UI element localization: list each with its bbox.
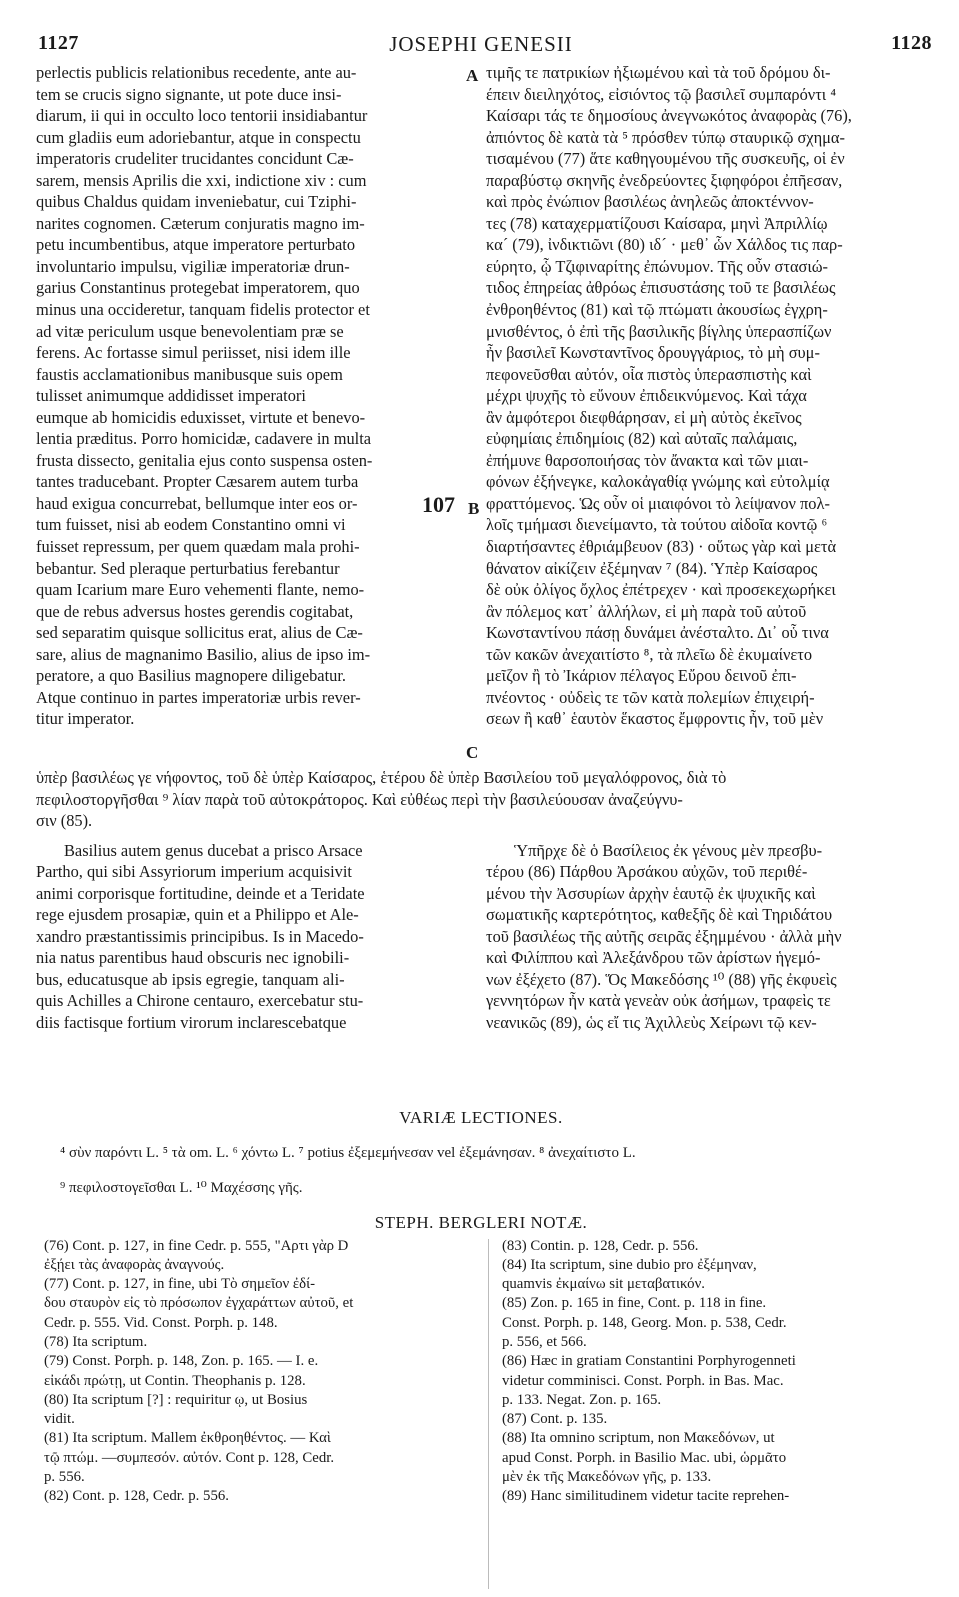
greek-text-line: μνισθέντος, ὁ ἐπὶ τῆς βασιλικῆς βίγλης ὑπερασπίζων xyxy=(486,321,832,341)
latin-text-line: cum gladiis eum adoriebantur, atque in conspectu xyxy=(36,127,361,147)
greek-text-line: τῶν κακῶν ἀνεχαιτίστο ⁸, τὰ πλεῖω δὲ ἐκυμαίνετο xyxy=(486,644,813,664)
latin-text-line: peratore, a quo Basilius magnopere diligebatur. xyxy=(36,666,346,686)
latin-text-line: imperatoris crudeliter trucidantes concidunt Cæ- xyxy=(36,149,354,169)
section-marker-b: B xyxy=(468,499,480,518)
note-line: p. 133. Negat. Zon. p. 165. xyxy=(502,1391,662,1408)
latin-text-line: eumque ab homicidis eduxisset, virtute et benevo- xyxy=(36,407,366,427)
greek-text-line: νων ἐξέχετο (87). Ὅς Μακεδόσης ¹⁰ (88) γῆς ἐκφυεὶς xyxy=(486,969,837,989)
greek-text-line: καὶ πρὸς ἐνώπιον βασιλέως ἀνηλεῶς ἀποκτέννον- xyxy=(486,192,814,212)
latin-text-line: fuisset repressum, per quem quædam mala prohi- xyxy=(36,537,360,557)
greek-text-line: πεφιλοστοργῆσθαι ⁹ λίαν παρὰ τοῦ αὐτοκράτορος. Καὶ εὐθέως περὶ τὴν βασιλεύουσαν ἀναζεύγνυ- xyxy=(36,789,683,809)
greek-text-line: ἀπιόντος δὲ κατὰ τὰ ⁵ πρόσθεν τύπῳ σταυρικῷ σχημα- xyxy=(486,127,845,147)
latin-text-line: ferens. Ac fortasse simul periisset, nisi idem ille xyxy=(36,343,351,363)
note-line: quamvis ἐκμαίνω sit μεταβατικόν. xyxy=(502,1276,705,1293)
note-line: δου σταυρὸν εἰς τὸ πρόσωπον ἐγχαράττων αὐτοῦ, et xyxy=(44,1295,354,1312)
latin-text-line: quis Achilles a Chirone centauro, exercebatur stu- xyxy=(36,991,364,1010)
greek-text-line: Καίσαρι τάς τε δημοσίους ἀνεγνωκότος ἀναφορὰς (76), xyxy=(486,106,852,126)
note-line: ἐξῄει τὰς ἀναφορὰς ἀναγνούς. xyxy=(44,1256,225,1273)
latin-text-line: narites cognomen. Cæterum conjuratis magno im- xyxy=(36,213,365,233)
greek-text-line: τισαμένου (77) ἅτε καθηγουμένου τῆς συσκευῆς, οἱ ἐν xyxy=(486,149,845,169)
greek-text-line: ἂν ἀμφότεροι διεφθάρησαν, εἰ μὴ αὐτὸς ἐκεῖνος xyxy=(486,407,802,427)
note-line: (81) Ita scriptum. Mallem ἐκθροηθέντος. — Καὶ xyxy=(44,1430,331,1447)
note-line: p. 556. xyxy=(44,1469,85,1486)
running-header xyxy=(30,32,932,62)
greek-text-line: τες (78) καταχερματίζουσι Καίσαρα, μηνὶ Ἀπριλλίῳ xyxy=(486,213,828,233)
latin-text-line: titur imperator. xyxy=(36,709,135,729)
greek-text-line: λοῖς τμήμασι διενείμαντο, τὰ τούτου αἰδοῖα κοντῷ ⁶ xyxy=(486,515,828,535)
greek-text-line: γεννητόρων ἦν κατὰ γενεὰν οὐκ ἀσήμων, τραφεὶς τε xyxy=(486,991,831,1010)
note-line: videtur comminisci. Const. Porph. in Bas. Mac. xyxy=(502,1372,784,1389)
latin-text-line: Atque continuo in partes imperatoriæ urbis rever- xyxy=(36,687,361,707)
latin-text-line: petu incumbentibus, atque imperatore perturbato xyxy=(36,235,356,255)
greek-text-line: κα´ (79), ἰνδικτιῶνι (80) ιδ´ · μεθ᾽ ὧν Χάλδος τις παρ- xyxy=(486,235,843,255)
greek-text-line: πεφονεῦσθαι αὐτόν, οἷα πιστὸς ὑπερασπιστὴς καὶ xyxy=(486,364,812,384)
latin-text-line: tantes traducebant. Propter Cæsarem autem turba xyxy=(36,472,359,492)
greek-text-line: φραττόμενος. Ὡς οὖν οἱ μιαιφόνοι τὸ λείψανον πολ- xyxy=(486,493,830,513)
variant-reading-line: ⁴ σὺν παρόντι L. ⁵ τὰ om. L. ⁶ χόντω L. ⁷ potius ἐξεμεμήνεσαν vel ἐξεμάνησαν. ⁸ ἀνεχαίτιστο L. xyxy=(60,1144,636,1161)
book-page xyxy=(30,32,932,1527)
note-line: (76) Cont. p. 127, in fine Cedr. p. 555, "Αρτι γὰρ D xyxy=(44,1237,349,1254)
latin-text-line: involuntario impulsu, vigiliæ imperatoriæ drun- xyxy=(36,256,350,276)
notes-heading: STEPH. BERGLERI NOTÆ. xyxy=(374,1212,588,1232)
note-line: (88) Ita omnino scriptum, non Μακεδόνων, ut xyxy=(502,1430,775,1447)
greek-text-line: νεανικῶς (89), ὡς εἴ τις Ἀχιλλεὺς Χείρωνι τῷ κεν- xyxy=(486,1012,817,1032)
greek-text-line: ἦν βασιλεῖ Κωνσταντῖνος δρουγγάριος, τὸ μὴ συμ- xyxy=(486,343,820,363)
latin-text-line: rege ejusdem prosapiæ, quin et a Philippo et Ale- xyxy=(36,905,359,924)
note-line: μὲν ἐκ τῆς Μακεδόνων γῆς, p. 133. xyxy=(502,1469,712,1486)
greek-text-line: Κωνσταντίνου πάσῃ δυνάμει ἀνέσταλτο. Δι᾽ οὗ τινα xyxy=(486,623,829,643)
greek-text-line: μέχρι ψυχῆς τὸ εὔνουν ἐπιδεικνύμενος. Καὶ τάχα xyxy=(486,386,807,406)
latin-text-line: tulisset animumque addidisset imperatori xyxy=(36,386,306,406)
variae-lectiones-heading: VARIÆ LECTIONES. xyxy=(399,1107,563,1127)
parallel-text-middle xyxy=(30,840,932,1098)
greek-text-line: σεων ἢ καθ᾽ ἑαυτὸν ἕκαστος ἔμφροντις ἦν, τοῦ μὲν xyxy=(486,709,824,729)
latin-text-line: diarum, ii qui in occulto loco tentorii insidiabantur xyxy=(36,106,368,126)
latin-text-line: haud exigua concurrebat, bellumque inter eos or- xyxy=(36,493,358,513)
note-line: vidit. xyxy=(44,1411,75,1428)
latin-column-middle xyxy=(36,840,458,1034)
latin-text-line: tum fuisset, nisi ab eodem Constantino omni vi xyxy=(36,515,346,535)
latin-text-line: Basilius autem genus ducebat a prisco Arsace xyxy=(64,840,363,860)
greek-text-line: θάνατον αἰκίζειν ἐξέμηναν ⁷ (84). Ὑπὲρ Καίσαρος xyxy=(486,558,818,578)
note-line: (85) Zon. p. 165 in fine, Cont. p. 118 in fine. xyxy=(502,1295,767,1312)
greek-text-line: τέρου (86) Πάρθου Ἀρσάκου αὐχῶν, τοῦ περιθέ- xyxy=(486,862,808,881)
page-number-right: 1128 xyxy=(891,32,932,54)
greek-text-line: δὲ οὐκ ὀλίγος ὄχλος ἐπέτρεχεν · καὶ προσεκεχωρήκει xyxy=(486,580,836,600)
variae-lectiones xyxy=(60,1143,920,1198)
latin-text-line: Partho, qui sibi Assyriorum imperium acquisivit xyxy=(36,862,352,881)
note-line: τῷ πτώμ. —συμπεσόν. αὐτόν. Cont p. 128, Cedr. xyxy=(44,1449,335,1466)
latin-text-line: quam Icarium mare Euro vehementi flante, nemo- xyxy=(36,580,365,600)
greek-text-line: ὑπὲρ βασιλέως γε νήφοντος, τοῦ δὲ ὑπὲρ Καίσαρος, ἑτέρου δὲ ὑπὲρ Βασιλείου τοῦ μεγαλόφρονος, διὰ τὸ xyxy=(36,768,727,787)
latin-text-line: ad vitæ periculum usque benevolentiam præ se xyxy=(36,321,344,341)
latin-text-line: quibus Chaldus quidam inveniebatur, cui Tziphi- xyxy=(36,192,357,212)
column-number-107: 107 xyxy=(422,492,455,517)
latin-text-line: sarem, mensis Aprilis die xxi, indictione xiv : cum xyxy=(36,170,367,190)
greek-text-line: ἐπήμυνε θαρσοποιήσας τὸν ἄνακτα καὶ τῶν μιαι- xyxy=(486,450,809,470)
latin-text-line: xandro præstantissimis principibus. Is in Macedo- xyxy=(36,926,364,946)
latin-text-line: frusta dissecto, genitalia ejus conto suspensa osten- xyxy=(36,450,373,470)
greek-text-line: τιδος ἐπηρείας ἀθρόως ἐπισυστάσης τοῦ τε βασιλέως xyxy=(486,278,836,298)
latin-text-line: minus una occideretur, tanquam fidelis protector et xyxy=(36,300,370,320)
note-line: p. 556, et 566. xyxy=(502,1333,587,1350)
note-line: (79) Const. Porph. p. 148, Zon. p. 165. — I. e. xyxy=(44,1353,319,1370)
latin-text-line: sare, alius de magnanimo Basilio, alius de ipso im- xyxy=(36,644,371,664)
latin-column xyxy=(36,62,458,730)
greek-column-middle xyxy=(486,840,932,1034)
greek-text-line: τοῦ βασιλέως τῆς αὐτῆς σειρᾶς ἐξημμένου · ἀλλὰ μὴν xyxy=(486,926,842,946)
parallel-text-top xyxy=(30,62,932,767)
greek-text-line: πνέοντος · οὐδεὶς τε τῶν κατὰ πολεμίων ἐπιχειρή- xyxy=(486,687,815,707)
greek-text-line: εὐφημίαις ἐπιδημίοις (82) καὶ αὐταῖς παλάμαις, xyxy=(486,429,798,449)
note-line: Cedr. p. 555. Vid. Const. Porph. p. 148. xyxy=(44,1314,278,1331)
latin-text-line: nia natus parentibus haud obscuris nec ignobili- xyxy=(36,948,350,967)
note-line: (86) Hæc in gratiam Constantini Porphyrogenneti xyxy=(502,1353,796,1370)
note-line: (83) Contin. p. 128, Cedr. p. 556. xyxy=(502,1237,699,1254)
latin-text-line: bebantur. Sed pleraque perturbatius ferebantur xyxy=(36,558,340,578)
variant-reading-line: ⁹ πεφιλοστογεῖσθαι L. ¹⁰ Μαχέσσης γῆς. xyxy=(60,1179,303,1196)
greek-full-width-text xyxy=(36,767,932,832)
notes-right-column xyxy=(502,1237,932,1507)
section-marker-c: C xyxy=(466,743,479,762)
greek-text-line: καὶ Φιλίππου καὶ Ἀλεξάνδρου τῶν ἀρίστων ἡγεμό- xyxy=(486,948,821,967)
greek-text-line: φόνων ἐξήνεγκε, καλοκἀγαθίᾳ γνώμης καὶ εὐτολμίᾳ xyxy=(486,472,830,492)
note-line: Const. Porph. p. 148, Georg. Mon. p. 538, Cedr. xyxy=(502,1314,787,1331)
note-line: (77) Cont. p. 127, in fine, ubi Τὸ σημεῖον ἐδί- xyxy=(44,1276,315,1293)
greek-text-line: παραβύστῳ σκηνῆς ἐνεδρεύοντες ξιφηφόροι ἐπῆεσαν, xyxy=(486,170,843,190)
greek-text-line: σωματικῆς καρτερότητος, καθεξῆς δὲ καὶ Τηριδάτου xyxy=(486,905,833,924)
latin-text-line: tem se crucis signo signante, ut pote duce insi- xyxy=(36,84,342,104)
running-title: JOSEPHI GENESII xyxy=(389,32,573,56)
note-line: (89) Hanc similitudinem videtur tacite reprehen- xyxy=(502,1488,790,1505)
bergler-notes xyxy=(30,1237,932,1597)
note-line: apud Const. Porph. in Basilio Mac. ubi, ὡρμᾶτο xyxy=(502,1449,787,1466)
greek-text-line: μεῖζον ἢ τὸ Ἰκάριον πέλαγος Εὔρου δεινοῦ ἐπι- xyxy=(486,666,797,686)
latin-text-line: garius Constantinus protegebat imperatorem, quo xyxy=(36,278,360,298)
greek-text-line: έπειν διειληχότος, εἰσιόντος τῷ βασιλεῖ συμπαρόντι ⁴ xyxy=(486,84,837,104)
section-marker-a: A xyxy=(466,66,479,85)
greek-text-line: ἂν πόλεμος κατ᾽ ἀλλήλων, εἰ μὴ παρὰ τοῦ αὐτοῦ xyxy=(486,601,807,621)
note-line: (84) Ita scriptum, sine dubio pro ἐξέμηναν, xyxy=(502,1256,757,1273)
page-number-left: 1127 xyxy=(38,32,79,54)
notes-divider xyxy=(488,1239,489,1589)
latin-text-line: sed separatim quisque sollicitus erat, alius de Cæ- xyxy=(36,623,363,643)
notes-left-column xyxy=(44,1237,476,1507)
latin-text-line: bus, educatusque ab ipsis egregie, tanquam ali- xyxy=(36,969,345,989)
latin-text-line: lentia præditus. Porro homicidæ, cadavere in multa xyxy=(36,429,372,449)
latin-text-line: animi corporisque fortitudine, deinde et a Teridate xyxy=(36,883,365,903)
greek-text-line: διαρτήσαντες ἐθριάμβευον (83) · οὕτως γὰρ καὶ μετὰ xyxy=(486,537,837,557)
greek-text-line: Ὑπῆρχε δὲ ὁ Βασίλειος ἐκ γένους μὲν πρεσβυ- xyxy=(514,840,823,860)
note-line: (80) Ita scriptum [?] : requiritur ῳ, ut Bosius xyxy=(44,1391,308,1408)
greek-text-line: εύρητο, ᾧ Τζιφιναρίτης ἐπώνυμον. Τῆς οὖν στασιώ- xyxy=(486,256,829,276)
latin-text-line: que de rebus adversus hostes gerendis cogitabat, xyxy=(36,601,354,621)
latin-text-line: faustis acclamationibus manibusque suis opem xyxy=(36,364,343,384)
note-line: (87) Cont. p. 135. xyxy=(502,1411,608,1428)
greek-text-line: μένου τὴν Ἀσσυρίων ἀρχὴν ἑαυτῷ ἐκ ψυχικῆς καὶ xyxy=(486,883,816,903)
greek-text-line: ἐνθροηθέντος (81) καὶ τῷ πτώματι ἀκουσίως ἐγχρη- xyxy=(486,300,828,320)
latin-text-line: diis factisque fortium virorum inclarescebatque xyxy=(36,1012,347,1032)
latin-text-line: perlectis publicis relationibus recedente, ante au- xyxy=(36,63,357,82)
greek-text-line: τιμῆς τε πατρικίων ἠξιωμένου καὶ τὰ τοῦ δρόμου δι- xyxy=(486,63,831,82)
note-line: εἰκάδι πρώτῃ, ut Contin. Theophanis p. 128. xyxy=(44,1372,306,1389)
greek-text-line: σιν (85). xyxy=(36,811,93,830)
greek-column xyxy=(486,62,932,730)
note-line: (82) Cont. p. 128, Cedr. p. 556. xyxy=(44,1488,229,1505)
note-line: (78) Ita scriptum. xyxy=(44,1333,148,1350)
